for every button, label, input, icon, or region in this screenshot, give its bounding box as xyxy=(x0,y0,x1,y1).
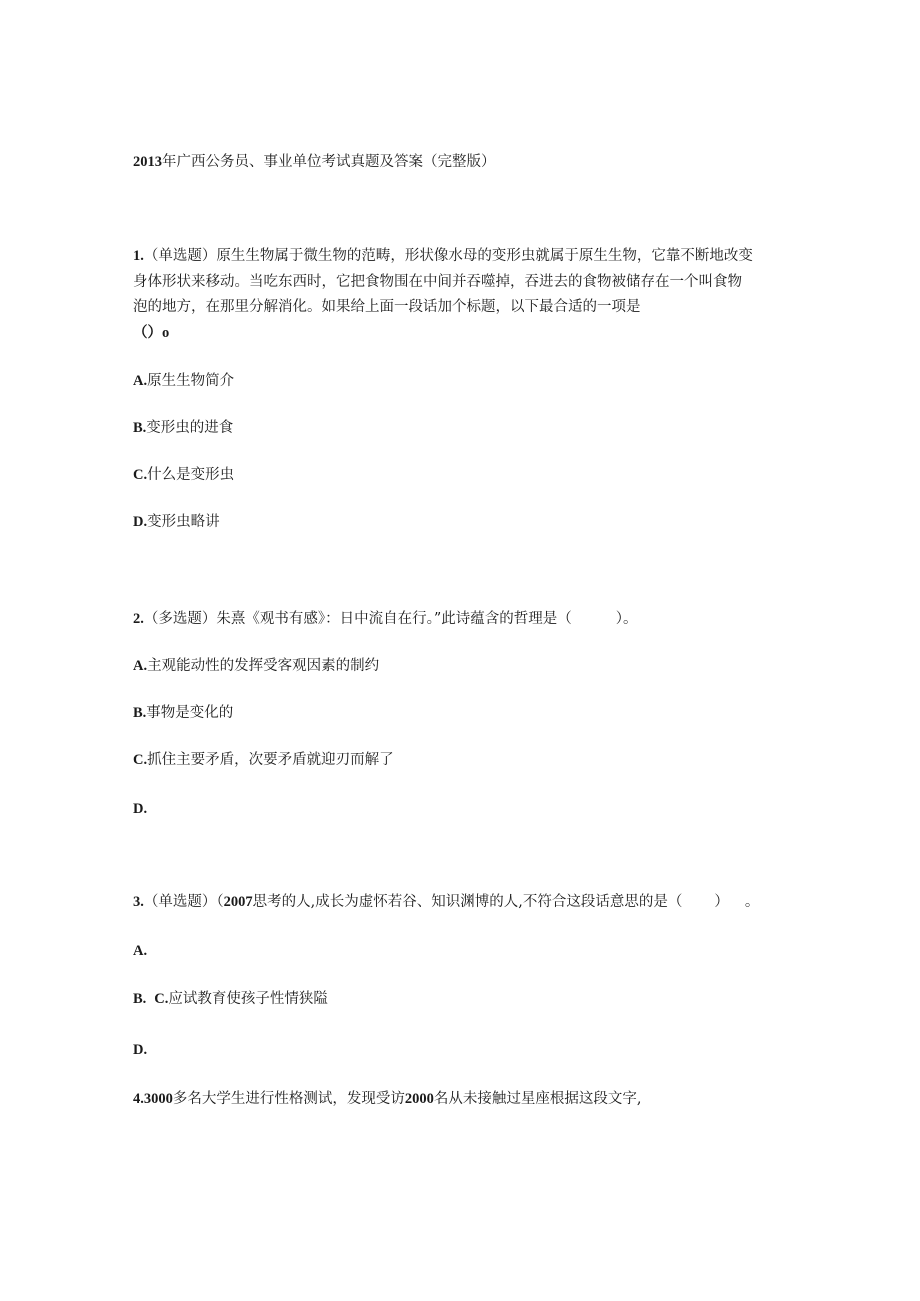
q2-option-c xyxy=(133,750,394,770)
q3-text-after: ） xyxy=(714,894,729,910)
q3-option-a xyxy=(133,941,147,961)
q3-text-end: 。 xyxy=(744,894,760,910)
q3-option-d xyxy=(133,1040,147,1060)
option-text: 主观能动性的发挥受客观因素的制约 xyxy=(147,658,380,674)
title-text: 年广西公务员、事业单位考试真题及答案（完整版） xyxy=(162,154,496,170)
q3-line-1 xyxy=(133,892,759,912)
q2-line-1 xyxy=(133,609,638,629)
option-text: 应试教育使孩子性情狭隘 xyxy=(168,991,328,1007)
option-text: 变形虫略讲 xyxy=(147,514,220,530)
option-key: C. xyxy=(133,752,148,768)
q2-text-before: （多选题）朱熹《观书有感》：日中流自在行。”此诗蕴含的哲理是（ xyxy=(143,611,572,627)
q4-line-1 xyxy=(133,1089,641,1109)
q1-line-4 xyxy=(133,323,169,343)
q2-option-d xyxy=(133,799,147,819)
option-text: 抓住主要矛盾，次要矛盾就迎刃而解了 xyxy=(147,752,394,768)
q2-option-a xyxy=(133,656,379,676)
option-key: A. xyxy=(133,658,148,674)
option-key: D. xyxy=(133,1042,148,1058)
q2-option-b xyxy=(133,703,233,723)
document-title xyxy=(133,152,496,172)
q1-option-c xyxy=(133,465,234,485)
q1-number: 1. xyxy=(133,248,144,264)
q2-text-after: ）。 xyxy=(615,611,638,627)
option-text: 变形虫的进食 xyxy=(146,420,234,436)
q1-line-3 xyxy=(133,297,641,317)
option-key: B. xyxy=(133,420,147,436)
option-text: 原生生物简介 xyxy=(147,373,235,389)
option-key: C. xyxy=(154,991,169,1007)
option-key: C. xyxy=(133,467,148,483)
q3-text-b: 思考的人,成长为虚怀若谷、知识渊博的人,不符合这段话意思的是（ xyxy=(252,894,683,910)
q1-text-3: 泡的地方，在那里分解消化。如果给上面一段话加个标题，以下最合适的一项是 xyxy=(133,299,641,315)
option-key: A. xyxy=(133,943,148,959)
q3-number: 3. xyxy=(133,894,144,910)
q1-text-1: （单选题）原生生物属于微生物的范畴，形状像水母的变形虫就属于原生生物，它靠不断地改变 xyxy=(143,248,753,264)
q1-text-2: 身体形状来移动。当吃东西时，它把食物围在中间并吞噬掉，吞进去的食物被储存在一个叫食物 xyxy=(133,274,742,290)
option-key: D. xyxy=(133,514,148,530)
option-text: 事物是变化的 xyxy=(146,705,234,721)
q4-number: 4.3000 xyxy=(133,1091,173,1107)
option-key: B. xyxy=(133,705,147,721)
q3-year: 2007 xyxy=(223,894,253,910)
option-key: D. xyxy=(133,801,148,817)
q1-option-d xyxy=(133,512,220,532)
q3-text-a: （单选题）（ xyxy=(143,894,224,910)
q1-option-b xyxy=(133,418,233,438)
q1-line-2 xyxy=(133,272,742,292)
q3-option-bc xyxy=(133,989,328,1009)
q1-line-1 xyxy=(133,246,753,266)
q2-number: 2. xyxy=(133,611,144,627)
q4-text-a: 多名大学生进行性格测试，发现受访 xyxy=(172,1091,405,1107)
option-key: A. xyxy=(133,373,148,389)
q4-text-b: 名从未接触过星座根据这段文字, xyxy=(433,1091,642,1107)
q1-text-4: （）o xyxy=(133,325,170,341)
option-key: B. xyxy=(133,991,147,1007)
option-text: 什么是变形虫 xyxy=(147,467,235,483)
q1-option-a xyxy=(133,371,234,391)
title-year: 2013 xyxy=(133,154,162,170)
q4-number-2: 2000 xyxy=(404,1091,434,1107)
